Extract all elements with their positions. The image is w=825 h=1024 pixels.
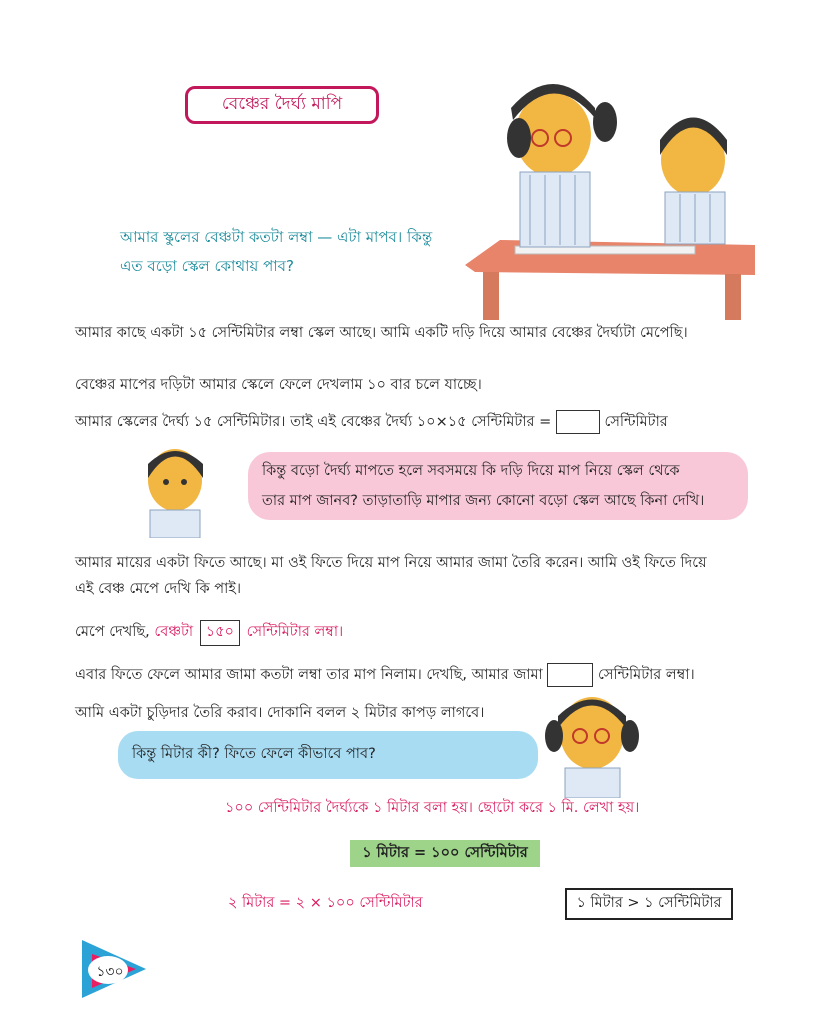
page-title-text: বেঞ্চের দৈর্ঘ্য মাপি bbox=[221, 94, 343, 114]
paragraph-scale: আমার কাছে একটা ১৫ সেন্টিমিটার লম্বা স্কেল আছে। আমি একটি দড়ি দিয়ে আমার বেঞ্চের দৈর্ঘ্যটা মেপেছি। bbox=[75, 325, 688, 341]
tape-line-2: এই বেঞ্চ মেপে দেখি কি পাই। bbox=[75, 581, 242, 597]
bench-length-unit: সেন্টিমিটার লম্বা। bbox=[246, 624, 344, 640]
calculation-text: আমার স্কেলের দৈর্ঘ্য ১৫ সেন্টিমিটার। তাই এই বেঞ্চের দৈর্ঘ্য ১০×১৫ সেন্টিমিটার = bbox=[75, 414, 552, 430]
blue-bubble-text: কিন্তু মিটার কী? ফিতে ফেলে কীভাবে পাব? bbox=[132, 746, 376, 762]
pink-bubble-line-1: কিন্তু বড়ো দৈর্ঘ্য মাপতে হলে সবসময়ে কি দড়ি দিয়ে মাপ নিয়ে স্কেল থেকে bbox=[262, 463, 680, 479]
paragraph-bench-measure bbox=[75, 620, 343, 646]
boy-illustration bbox=[140, 440, 210, 538]
paragraph-rope: বেঞ্চের মাপের দড়িটা আমার স্কেলে ফেলে দেখলাম ১০ বার চলে যাচ্ছে। bbox=[75, 377, 482, 393]
pink-speech-bubble bbox=[248, 452, 748, 520]
comparison-box bbox=[565, 888, 733, 920]
paragraph-churidar: আমি একটা চুড়িদার তৈরি করাব। দোকানি বলল ২ মিটার কাপড় লাগবে। bbox=[75, 705, 485, 721]
girl-illustration bbox=[540, 688, 645, 798]
meter-definition: ১০০ সেন্টিমিটার দৈর্ঘ্যকে ১ মিটার বলা হয়। ছোটো করে ১ মি. লেখা হয়। bbox=[225, 800, 640, 816]
page-number: ১৩০ bbox=[96, 964, 124, 980]
comparison-text: ১ মিটার > ১ সেন্টিমিটার bbox=[576, 895, 722, 911]
children-at-bench-illustration bbox=[455, 60, 765, 320]
tape-line-1: আমার মায়ের একটা ফিতে আছে। মা ওই ফিতে দিয়ে মাপ নিয়ে আমার জামা তৈরি করেন। আমি ওই ফিতে দিয়ে bbox=[75, 555, 707, 571]
dress-measure-unit: সেন্টিমিটার লম্বা। bbox=[597, 667, 695, 683]
intro-line-1: আমার স্কুলের বেঞ্চটা কতটা লম্বা — এটা মাপব। কিন্তু bbox=[120, 228, 433, 246]
answer-blank-dress[interactable] bbox=[547, 663, 593, 687]
blue-speech-bubble bbox=[118, 731, 538, 779]
intro-line-2: এত বড়ো স্কেল কোথায় পাব? bbox=[120, 257, 294, 275]
dress-measure-text: এবার ফিতে ফেলে আমার জামা কতটা লম্বা তার মাপ নিলাম। দেখছি, আমার জামা bbox=[75, 667, 543, 683]
calculation-unit: সেন্টিমিটার bbox=[604, 414, 668, 430]
two-meter-equation: ২ মিটার = ২ × ১০০ সেন্টিমিটার bbox=[228, 895, 423, 911]
bench-word: বেঞ্চটা bbox=[154, 624, 194, 640]
paragraph-dress-measure bbox=[75, 663, 695, 688]
bench-length-value: ১৫০ bbox=[200, 620, 240, 646]
answer-blank-bench[interactable] bbox=[556, 410, 600, 434]
intro-question bbox=[120, 223, 432, 281]
pink-bubble-line-2: তার মাপ জানব? তাড়াতাড়ি মাপার জন্য কোনো বড়ো স্কেল আছে কিনা দেখি। bbox=[262, 493, 705, 509]
measure-intro: মেপে দেখছি, bbox=[75, 624, 150, 640]
meter-equation-box bbox=[350, 840, 540, 867]
paragraph-tape bbox=[75, 550, 707, 602]
page-title bbox=[185, 86, 379, 124]
meter-equation-text: ১ মিটার = ১০০ সেন্টিমিটার bbox=[362, 844, 528, 861]
paragraph-calculation bbox=[75, 410, 668, 435]
